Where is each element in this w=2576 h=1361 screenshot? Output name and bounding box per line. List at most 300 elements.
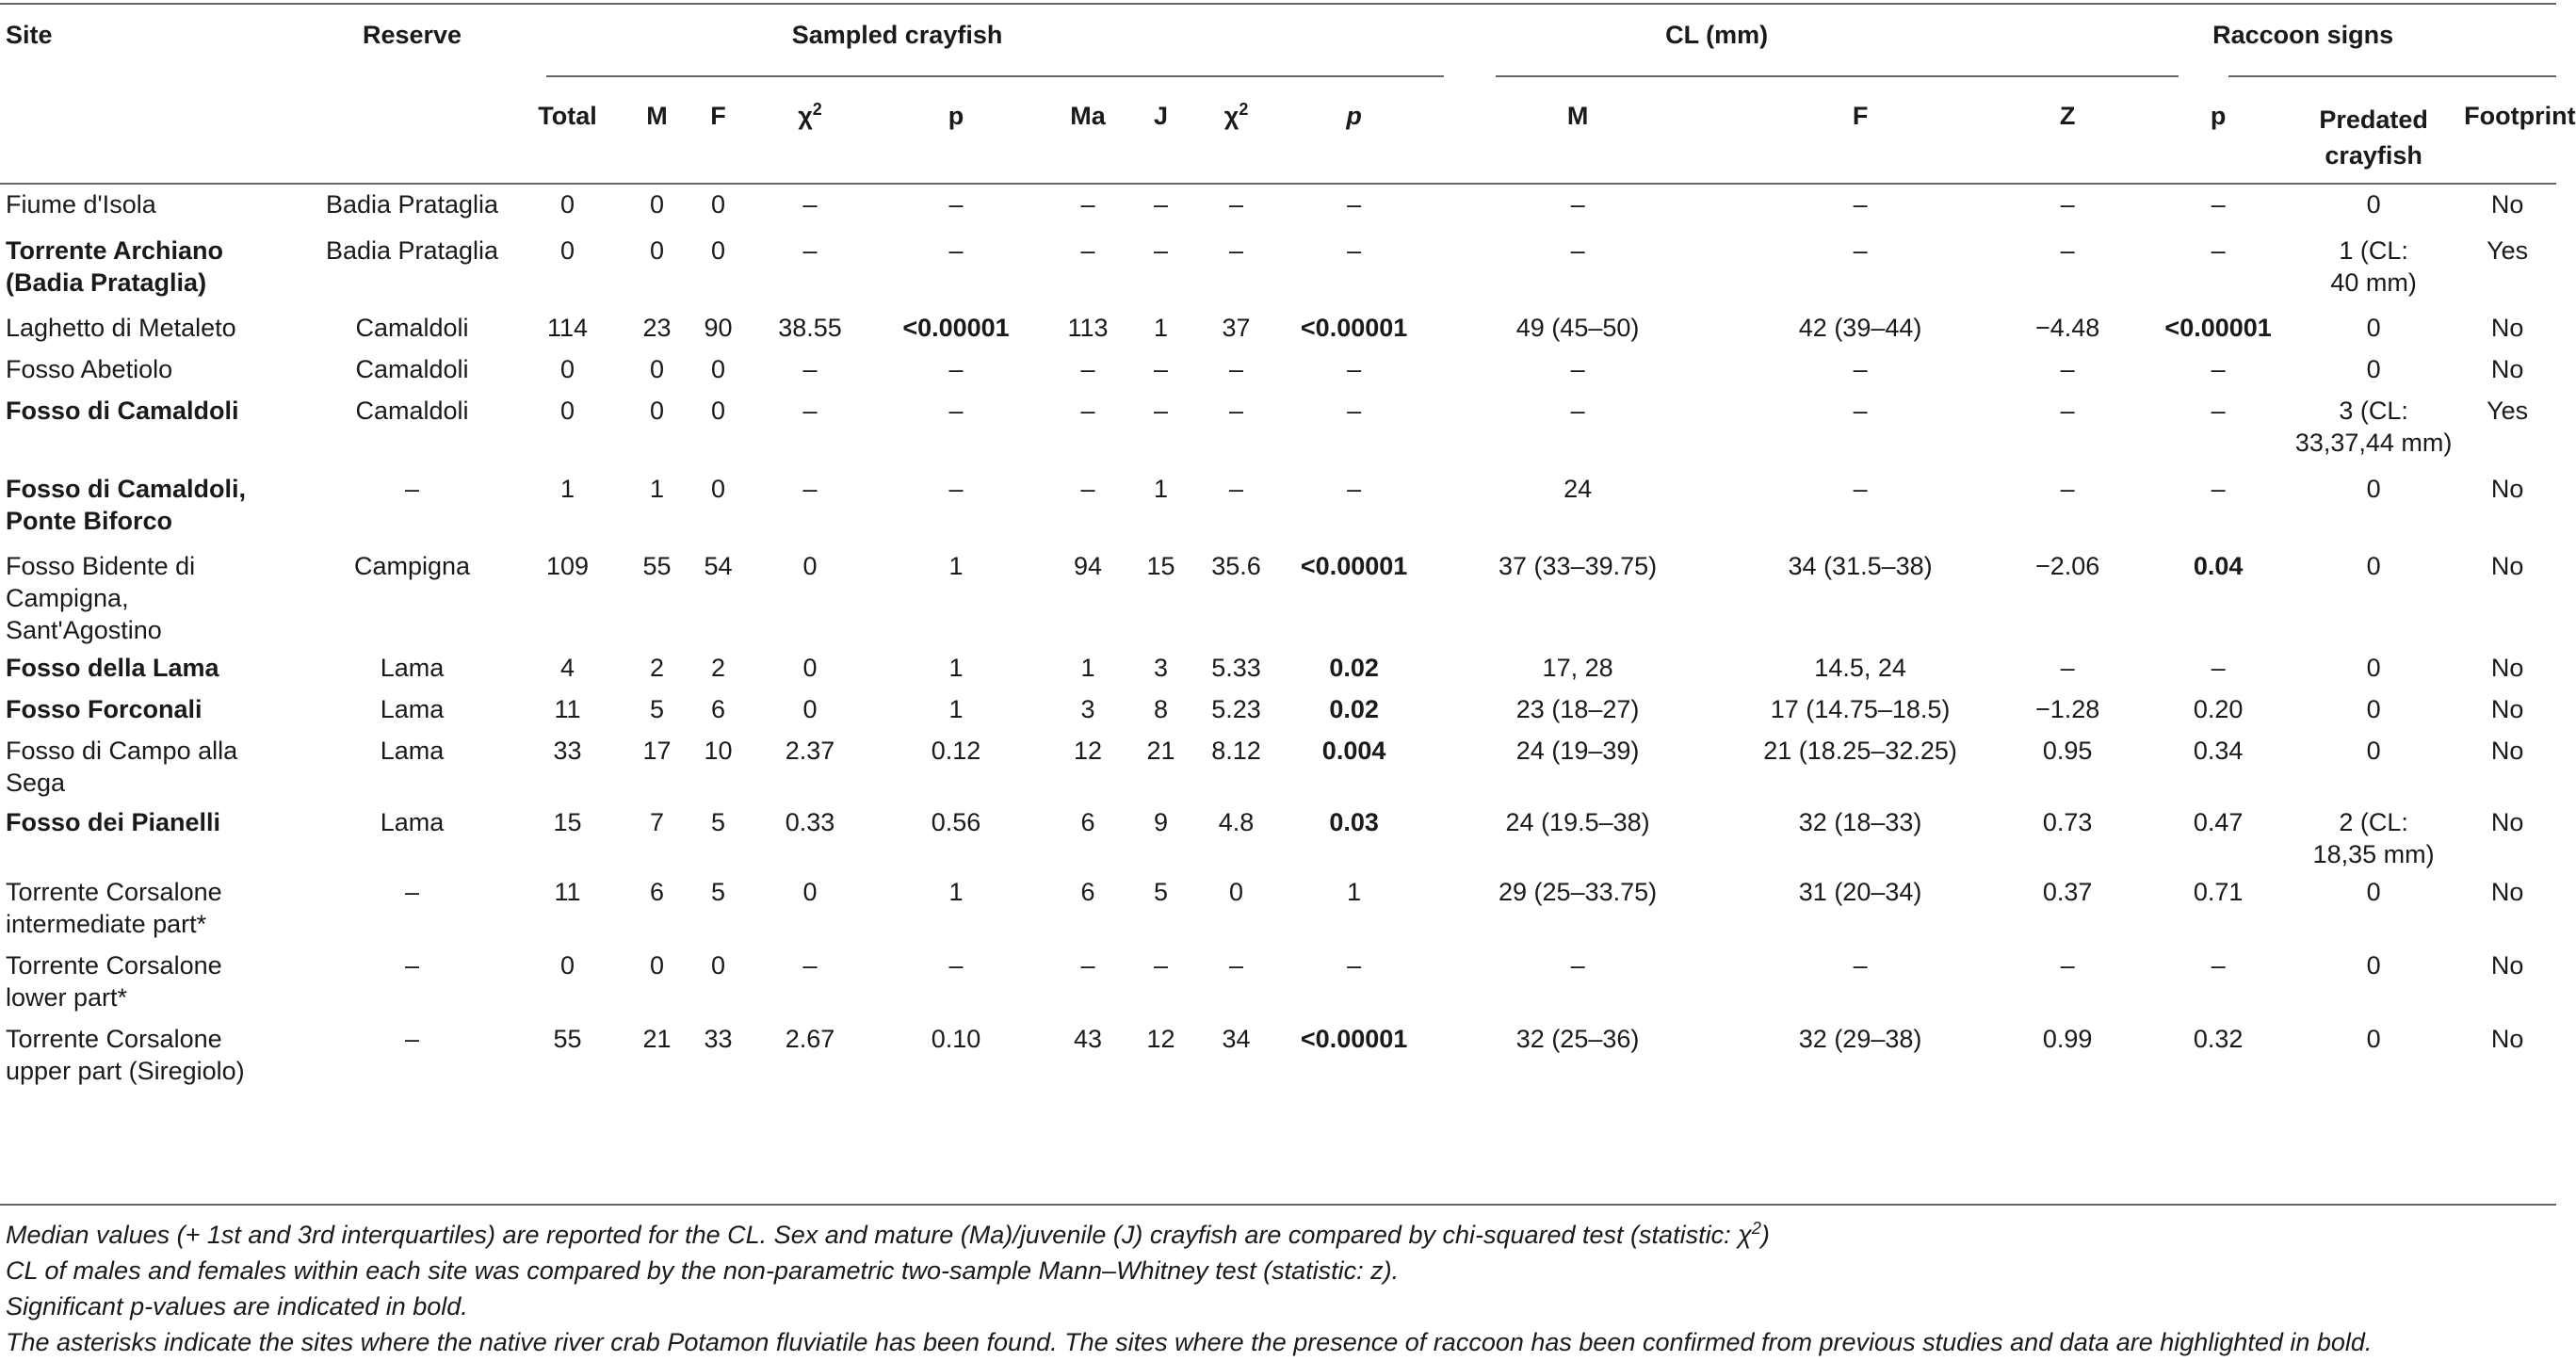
cell-cl-m: 32 (25–36) — [1515, 1025, 1640, 1053]
cell-p3: 0.34 — [2193, 737, 2244, 765]
cell-predated — [2289, 646, 2458, 688]
site-line: (Badia Prataglia) — [6, 268, 207, 297]
cell-cl-f: 21 (18.25–32.25) — [1763, 737, 1957, 765]
header-ma: Ma — [1070, 102, 1106, 130]
cell-f: 5 — [710, 878, 726, 906]
cell-cl-m: – — [1570, 951, 1585, 980]
cell-site — [0, 729, 316, 801]
cell-cl-f: 42 (39–44) — [1798, 314, 1922, 342]
predated-line: 0 — [2366, 654, 2381, 682]
cell-z: 0.95 — [2042, 737, 2093, 765]
cell-p2: – — [1347, 355, 1362, 383]
cell-z: – — [2060, 190, 2075, 219]
cell-total: 0 — [559, 236, 575, 265]
cell-m: 55 — [642, 552, 672, 580]
site-line: Fosso di Campo alla — [6, 737, 238, 765]
predated-line: 0 — [2366, 878, 2381, 906]
cell-reserve: Campigna — [353, 552, 471, 580]
cell-p1: – — [948, 951, 964, 980]
site-line: lower part* — [6, 983, 128, 1012]
cell-chi2: 4.8 — [1218, 808, 1255, 836]
site-line: Torrente Corsalone — [6, 1025, 222, 1053]
predated-line: 0 — [2366, 355, 2381, 383]
cell-j: – — [1153, 397, 1169, 425]
site-line: Fosso di Camaldoli, — [6, 475, 247, 503]
cell-z: – — [2060, 397, 2075, 425]
cell-p3: – — [2211, 236, 2226, 265]
cell-total: 109 — [545, 552, 590, 580]
cell-f: 0 — [710, 236, 726, 265]
cell-z: −4.48 — [2034, 314, 2100, 342]
predated-line: 40 mm) — [2330, 268, 2417, 297]
cell-z: −2.06 — [2034, 552, 2100, 580]
cell-ma: – — [1080, 236, 1095, 265]
cell-total: 4 — [559, 654, 575, 682]
cell-total: 15 — [553, 808, 582, 836]
cell-predated — [2289, 801, 2458, 870]
cell-footprint: No — [2490, 552, 2524, 580]
cell-cl-f: 32 (18–33) — [1798, 808, 1922, 836]
table-row — [0, 1017, 2556, 1094]
cell-chi2: – — [1229, 951, 1244, 980]
header-chi2-age: $\chi^2$ — [1223, 100, 1249, 130]
table-row — [0, 229, 2556, 306]
cell-reserve: – — [404, 475, 420, 503]
cell-j: 5 — [1153, 878, 1169, 906]
cell-cl-f: 31 (20–34) — [1798, 878, 1922, 906]
cell-p3: <0.00001 — [2164, 314, 2272, 342]
cell-reserve: Camaldoli — [355, 355, 469, 383]
cell-chi1: 2.37 — [785, 737, 835, 765]
site-line: upper part (Siregiolo) — [6, 1057, 245, 1085]
cell-chi1: – — [802, 236, 818, 265]
cell-predated — [2289, 306, 2458, 348]
cell-footprint: No — [2490, 190, 2524, 219]
cell-footprint: Yes — [2487, 397, 2529, 425]
cell-z: – — [2060, 236, 2075, 265]
cell-total: 33 — [553, 737, 582, 765]
predated-line: 2 (CL: — [2339, 808, 2408, 836]
cell-footprint: No — [2490, 314, 2524, 342]
cell-p3: 0.47 — [2193, 808, 2244, 836]
cell-ma: – — [1080, 475, 1095, 503]
cell-reserve: Badia Prataglia — [325, 190, 499, 219]
header-predated-crayfish: Predated crayfish — [2319, 105, 2428, 170]
cell-reserve: Lama — [380, 695, 445, 723]
cell-chi2: 5.23 — [1211, 695, 1261, 723]
table-row — [0, 467, 2556, 544]
predated-line: 0 — [2366, 475, 2381, 503]
site-line: Fiume d'Isola — [6, 190, 156, 219]
rule-bottom — [0, 1204, 2556, 1206]
cell-p2: – — [1347, 236, 1362, 265]
cell-j: 3 — [1153, 654, 1169, 682]
cell-f: 33 — [704, 1025, 733, 1053]
cell-j: 1 — [1153, 314, 1169, 342]
cell-chi1: 38.55 — [778, 314, 842, 342]
cell-cl-m: 29 (25–33.75) — [1499, 878, 1658, 906]
cell-reserve: – — [404, 1025, 420, 1053]
cell-chi1: 2.67 — [785, 1025, 835, 1053]
site-line: Fosso di Camaldoli — [6, 397, 239, 425]
predated-line: 0 — [2366, 737, 2381, 765]
header-p-age: p — [1346, 102, 1362, 130]
cell-chi2: 5.33 — [1211, 654, 1261, 682]
cell-j: 1 — [1153, 475, 1169, 503]
cell-chi1: – — [802, 475, 818, 503]
cell-f: 90 — [704, 314, 733, 342]
cell-reserve: Badia Prataglia — [325, 236, 499, 265]
cell-m: 0 — [649, 951, 665, 980]
cell-footprint: No — [2490, 1025, 2524, 1053]
cell-z: – — [2060, 654, 2075, 682]
cell-p3: 0.71 — [2193, 878, 2244, 906]
cell-cl-m: 37 (33–39.75) — [1499, 552, 1658, 580]
cell-cl-m: – — [1570, 236, 1585, 265]
cell-chi1: – — [802, 951, 818, 980]
cell-z: −1.28 — [2034, 695, 2100, 723]
cell-total: 0 — [559, 951, 575, 980]
cell-footprint: No — [2490, 951, 2524, 980]
cell-cl-m: – — [1570, 190, 1585, 219]
cell-predated — [2289, 183, 2458, 229]
cell-chi2: – — [1229, 475, 1244, 503]
cell-j: – — [1153, 355, 1169, 383]
cell-footprint: No — [2490, 695, 2524, 723]
cell-j: – — [1153, 190, 1169, 219]
cell-p2: – — [1347, 951, 1362, 980]
cell-p1: – — [948, 475, 964, 503]
cell-p3: – — [2211, 475, 2226, 503]
cell-chi2: – — [1229, 190, 1244, 219]
cell-predated — [2289, 1017, 2458, 1094]
site-line: Sant'Agostino — [6, 616, 162, 644]
cell-m: 2 — [649, 654, 665, 682]
cell-j: 9 — [1153, 808, 1169, 836]
site-line: Fosso Abetiolo — [6, 355, 173, 383]
cell-cl-m: – — [1570, 355, 1585, 383]
cell-cl-m: 24 (19.5–38) — [1505, 808, 1650, 836]
cell-chi1: 0 — [802, 654, 818, 682]
cell-p1: 0.56 — [931, 808, 981, 836]
note-1: Median values (+ 1st and 3rd interquartiles) are reported for the CL. Sex and mature (Ma)/juvenile (J) crayfish are compared by chi-squared test (statistic: $\chi^2$) — [6, 1219, 1770, 1249]
header-total: Total — [538, 102, 597, 130]
cell-footprint: No — [2490, 878, 2524, 906]
cell-f: 5 — [710, 808, 726, 836]
cell-predated — [2289, 688, 2458, 729]
cell-site — [0, 389, 316, 467]
table-row — [0, 688, 2556, 729]
cell-total: 55 — [553, 1025, 582, 1053]
cell-cl-f: 34 (31.5–38) — [1788, 552, 1933, 580]
cell-site — [0, 1017, 316, 1094]
cell-reserve: Lama — [380, 737, 445, 765]
cell-m: 5 — [649, 695, 665, 723]
site-line: Sega — [6, 769, 66, 797]
cell-m: 23 — [642, 314, 672, 342]
cell-cl-f: 17 (14.75–18.5) — [1770, 695, 1951, 723]
cell-cl-m: – — [1570, 397, 1585, 425]
cell-j: 21 — [1146, 737, 1175, 765]
cell-p2: <0.00001 — [1300, 1025, 1408, 1053]
cell-p2: – — [1347, 397, 1362, 425]
cell-site — [0, 229, 316, 306]
cell-m: 0 — [649, 190, 665, 219]
cell-cl-f: – — [1853, 397, 1868, 425]
cell-p3: – — [2211, 190, 2226, 219]
cell-total: 11 — [554, 695, 581, 723]
site-line: Fosso della Lama — [6, 654, 219, 682]
cell-ma: – — [1080, 397, 1095, 425]
cell-f: 0 — [710, 190, 726, 219]
site-line: Torrente Corsalone — [6, 878, 222, 906]
cell-j: 12 — [1146, 1025, 1175, 1053]
cell-footprint: Yes — [2487, 236, 2529, 265]
cell-p2: – — [1347, 190, 1362, 219]
cell-cl-f: – — [1853, 951, 1868, 980]
site-line: Campigna, — [6, 584, 129, 612]
cell-f: 6 — [710, 695, 726, 723]
cell-p2: <0.00001 — [1300, 314, 1408, 342]
cell-z: – — [2060, 951, 2075, 980]
cell-site — [0, 306, 316, 348]
header-f: F — [710, 102, 726, 130]
cell-ma: 43 — [1073, 1025, 1103, 1053]
cell-cl-m: 49 (45–50) — [1515, 314, 1640, 342]
site-line: Ponte Biforco — [6, 507, 173, 535]
table-row — [0, 183, 2556, 229]
cell-ma: 3 — [1080, 695, 1095, 723]
cell-p3: – — [2211, 654, 2226, 682]
cell-m: 17 — [642, 737, 672, 765]
cell-total: 0 — [559, 397, 575, 425]
predated-line: 0 — [2366, 695, 2381, 723]
cell-site — [0, 688, 316, 729]
cell-total: 1 — [559, 475, 575, 503]
site-line: Torrente Corsalone — [6, 951, 222, 980]
cell-z: 0.37 — [2042, 878, 2093, 906]
cell-cl-m: 24 — [1563, 475, 1593, 503]
cell-f: 0 — [710, 355, 726, 383]
site-line: intermediate part* — [6, 910, 207, 938]
header-reserve: Reserve — [362, 21, 462, 49]
cell-j: – — [1153, 951, 1169, 980]
predated-line: 33,37,44 mm) — [2294, 429, 2453, 457]
header-m: M — [646, 102, 668, 130]
header-cl-f: F — [1852, 102, 1869, 130]
cell-j: – — [1153, 236, 1169, 265]
cell-z: 0.73 — [2042, 808, 2093, 836]
cell-p1: 0.10 — [931, 1025, 981, 1053]
table-body — [0, 183, 2556, 1094]
cell-cl-f: 32 (29–38) — [1798, 1025, 1922, 1053]
cell-j: 8 — [1153, 695, 1169, 723]
cell-p3: – — [2211, 951, 2226, 980]
site-line: Fosso Bidente di — [6, 552, 196, 580]
cell-reserve: Lama — [380, 654, 445, 682]
header-p-sex: p — [948, 102, 964, 130]
cell-chi1: – — [802, 397, 818, 425]
header-sampled-crayfish: Sampled crayfish — [791, 21, 1003, 49]
cell-p1: 1 — [948, 878, 964, 906]
cell-chi2: 37 — [1222, 314, 1251, 342]
cell-site — [0, 544, 316, 646]
note-2: CL of males and females within each site was compared by the non-parametric two-sample Mann–Whitney test (statistic: z). — [6, 1256, 1400, 1285]
cell-cl-m: 24 (19–39) — [1515, 737, 1640, 765]
cell-m: 0 — [649, 397, 665, 425]
predated-line: 0 — [2366, 951, 2381, 980]
note-4: The asterisks indicate the sites where the native river crab Potamon fluviatile has been found. The sites where the presence of raccoon has been confirmed from previous studies and data are highlighted in bold. — [6, 1328, 2373, 1356]
cell-ma: 12 — [1073, 737, 1103, 765]
cell-p3: 0.04 — [2193, 552, 2244, 580]
cell-reserve: Camaldoli — [355, 314, 469, 342]
cell-cl-f: – — [1853, 475, 1868, 503]
predated-line: 3 (CL: — [2339, 397, 2408, 425]
cell-z: – — [2060, 475, 2075, 503]
table-row — [0, 729, 2556, 801]
cell-chi1: 0 — [802, 878, 818, 906]
cell-cl-m: 17, 28 — [1542, 654, 1613, 682]
cell-p1: 1 — [948, 552, 964, 580]
table-row — [0, 944, 2556, 1017]
cell-reserve: – — [404, 951, 420, 980]
cell-site — [0, 183, 316, 229]
cell-total: 114 — [546, 314, 589, 342]
cell-p1: – — [948, 355, 964, 383]
header-j: J — [1153, 102, 1169, 130]
cell-ma: 6 — [1080, 808, 1095, 836]
cell-f: 54 — [704, 552, 733, 580]
cell-cl-f: – — [1853, 190, 1868, 219]
site-line: Torrente Archiano — [6, 236, 224, 265]
cell-site — [0, 348, 316, 389]
table-row — [0, 306, 2556, 348]
cell-predated — [2289, 389, 2458, 467]
cell-ma: – — [1080, 951, 1095, 980]
cell-p1: <0.00001 — [902, 314, 1010, 342]
site-line: Fosso Forconali — [6, 695, 203, 723]
cell-predated — [2289, 944, 2458, 1017]
cell-footprint: No — [2490, 737, 2524, 765]
cell-f: 0 — [710, 951, 726, 980]
cell-m: 6 — [649, 878, 665, 906]
cell-ma: 6 — [1080, 878, 1095, 906]
site-line: Laghetto di Metaleto — [6, 314, 236, 342]
cell-predated — [2289, 467, 2458, 544]
header-p-cl: p — [2210, 102, 2227, 130]
header-cl-m: M — [1566, 102, 1589, 130]
cell-site — [0, 801, 316, 870]
cell-footprint: No — [2490, 355, 2524, 383]
cell-p1: – — [948, 397, 964, 425]
cell-chi2: – — [1229, 397, 1244, 425]
header-z: Z — [2059, 102, 2076, 130]
header-site: Site — [6, 21, 53, 49]
cell-total: 11 — [554, 878, 581, 906]
site-line: Fosso dei Pianelli — [6, 808, 221, 836]
cell-predated — [2289, 229, 2458, 306]
cell-ma: 113 — [1067, 314, 1109, 342]
cell-m: 1 — [649, 475, 665, 503]
cell-predated — [2289, 870, 2458, 944]
cell-cl-m: 23 (18–27) — [1515, 695, 1640, 723]
cell-f: 0 — [710, 475, 726, 503]
cell-site — [0, 646, 316, 688]
predated-line: 0 — [2366, 190, 2381, 219]
header-raccoon-signs: Raccoon signs — [2212, 21, 2394, 49]
cell-m: 0 — [649, 236, 665, 265]
table-row — [0, 389, 2556, 467]
cell-footprint: No — [2490, 475, 2524, 503]
cell-p3: 0.20 — [2193, 695, 2244, 723]
cell-p2: 0.02 — [1329, 654, 1379, 682]
cell-ma: 94 — [1073, 552, 1103, 580]
cell-p1: 1 — [948, 654, 964, 682]
note-3: Significant p-values are indicated in bold. — [6, 1292, 468, 1320]
cell-ma: – — [1080, 355, 1095, 383]
table-row — [0, 646, 2556, 688]
cell-chi2: – — [1229, 355, 1244, 383]
cell-z: 0.99 — [2042, 1025, 2093, 1053]
cell-m: 7 — [649, 808, 665, 836]
cell-total: 0 — [559, 355, 575, 383]
cell-chi2: 8.12 — [1211, 737, 1261, 765]
cell-m: 0 — [649, 355, 665, 383]
cell-p2: 0.004 — [1321, 737, 1386, 765]
header-chi2-sex: $\chi^2$ — [798, 100, 822, 130]
cell-predated — [2289, 729, 2458, 801]
header-footprint: Footprint — [2464, 102, 2576, 130]
predated-line: 0 — [2366, 1025, 2381, 1053]
cell-f: 10 — [704, 737, 733, 765]
cell-p1: 1 — [948, 695, 964, 723]
cell-f: 2 — [710, 654, 726, 682]
cell-chi1: 0 — [802, 552, 818, 580]
cell-j: 15 — [1146, 552, 1175, 580]
header-cl-mm: CL (mm) — [1665, 21, 1769, 49]
predated-line: 1 (CL: — [2339, 236, 2408, 265]
cell-p1: – — [948, 236, 964, 265]
cell-p2: – — [1347, 475, 1362, 503]
predated-line: 0 — [2366, 552, 2381, 580]
cell-p2: 0.02 — [1329, 695, 1379, 723]
cell-cl-f: – — [1853, 236, 1868, 265]
cell-total: 0 — [559, 190, 575, 219]
table-row — [0, 870, 2556, 944]
table-row — [0, 801, 2556, 870]
cell-cl-f: – — [1853, 355, 1868, 383]
cell-footprint: No — [2490, 808, 2524, 836]
cell-chi2: 0 — [1229, 878, 1244, 906]
predated-line: 18,35 mm) — [2312, 840, 2435, 868]
cell-chi1: 0 — [802, 695, 818, 723]
cell-reserve: – — [404, 878, 420, 906]
cell-footprint: No — [2490, 654, 2524, 682]
cell-site — [0, 467, 316, 544]
table-row — [0, 544, 2556, 646]
cell-p2: 1 — [1347, 878, 1362, 906]
cell-site — [0, 870, 316, 944]
cell-p3: – — [2211, 397, 2226, 425]
cell-p1: – — [948, 190, 964, 219]
cell-chi1: – — [802, 190, 818, 219]
cell-chi2: – — [1229, 236, 1244, 265]
cell-reserve: Camaldoli — [355, 397, 469, 425]
cell-ma: – — [1080, 190, 1095, 219]
cell-reserve: Lama — [380, 808, 445, 836]
cell-chi1: 0.33 — [785, 808, 835, 836]
predated-line: 0 — [2366, 314, 2381, 342]
